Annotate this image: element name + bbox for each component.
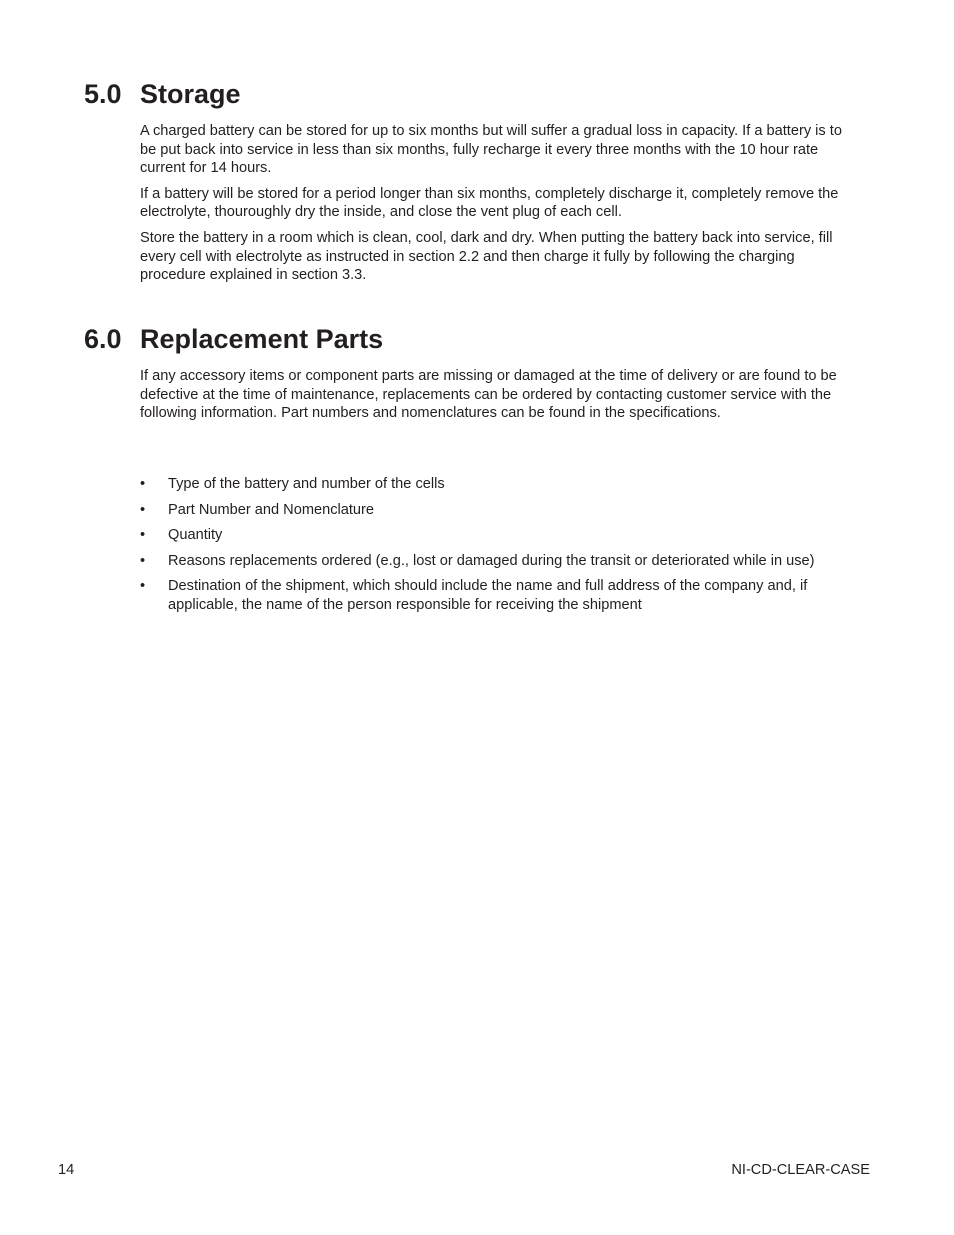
list-item-text: Part Number and Nomenclature bbox=[168, 501, 375, 518]
list-item bbox=[140, 552, 842, 571]
list-item-text: Destination of the shipment, which should include the name and full address of the company and, if applicable, the name of the person responsible for receiving the shipment bbox=[168, 578, 808, 613]
section-heading-replacement-parts bbox=[84, 323, 383, 355]
list-item bbox=[140, 501, 842, 520]
storage-paragraph-1: A charged battery can be stored for up to six months but will suffer a gradual loss in capacity. If a battery is to be put back into service in less than six months, fully recharge it every three months with the 10 hour rate current for 14 hours. bbox=[140, 123, 842, 177]
section-number: 5.0 bbox=[84, 79, 122, 109]
replacement-parts-paragraph-1: If any accessory items or component parts are missing or damaged at the time of delivery or are found to be defective at the time of maintenance, replacements can be ordered by contacting customer service with the following information. Part numbers and nomenclatures can be found in the specifications. bbox=[140, 368, 837, 422]
storage-body bbox=[140, 122, 842, 292]
section-title: Replacement Parts bbox=[140, 324, 384, 354]
replacement-parts-body bbox=[140, 367, 842, 430]
bullet-icon: • bbox=[140, 552, 146, 569]
list-item bbox=[140, 526, 842, 545]
section-title: Storage bbox=[140, 79, 241, 109]
storage-paragraph-2: If a battery will be stored for a period longer than six months, completely discharge it, completely remove the electrolyte, thouroughly dry the inside, and close the vent plug of each cell. bbox=[140, 185, 839, 221]
list-item-text: Type of the battery and number of the cells bbox=[168, 476, 445, 492]
list-item bbox=[140, 475, 842, 494]
list-item-text: Quantity bbox=[168, 527, 223, 544]
bullet-icon: • bbox=[140, 476, 146, 492]
page-number: 14 bbox=[58, 1162, 75, 1178]
bullet-icon: • bbox=[140, 527, 146, 544]
replacement-info-list bbox=[140, 475, 842, 622]
document-id: NI-CD-CLEAR-CASE bbox=[731, 1162, 870, 1178]
storage-paragraph-3: Store the battery in a room which is clean, cool, dark and dry. When putting the battery back into service, fill every cell with electrolyte as instructed in section 2.2 and then charge it fully by following the charging procedure explained in section 3.3. bbox=[140, 229, 833, 284]
section-number: 6.0 bbox=[84, 324, 122, 354]
list-item bbox=[140, 577, 842, 614]
bullet-icon: • bbox=[140, 578, 146, 595]
bullet-list bbox=[140, 475, 842, 615]
bullet-icon: • bbox=[140, 501, 146, 518]
list-item-text: Reasons replacements ordered (e.g., lost or damaged during the transit or deteriorated while in use) bbox=[168, 552, 815, 569]
section-heading-storage bbox=[84, 78, 241, 110]
